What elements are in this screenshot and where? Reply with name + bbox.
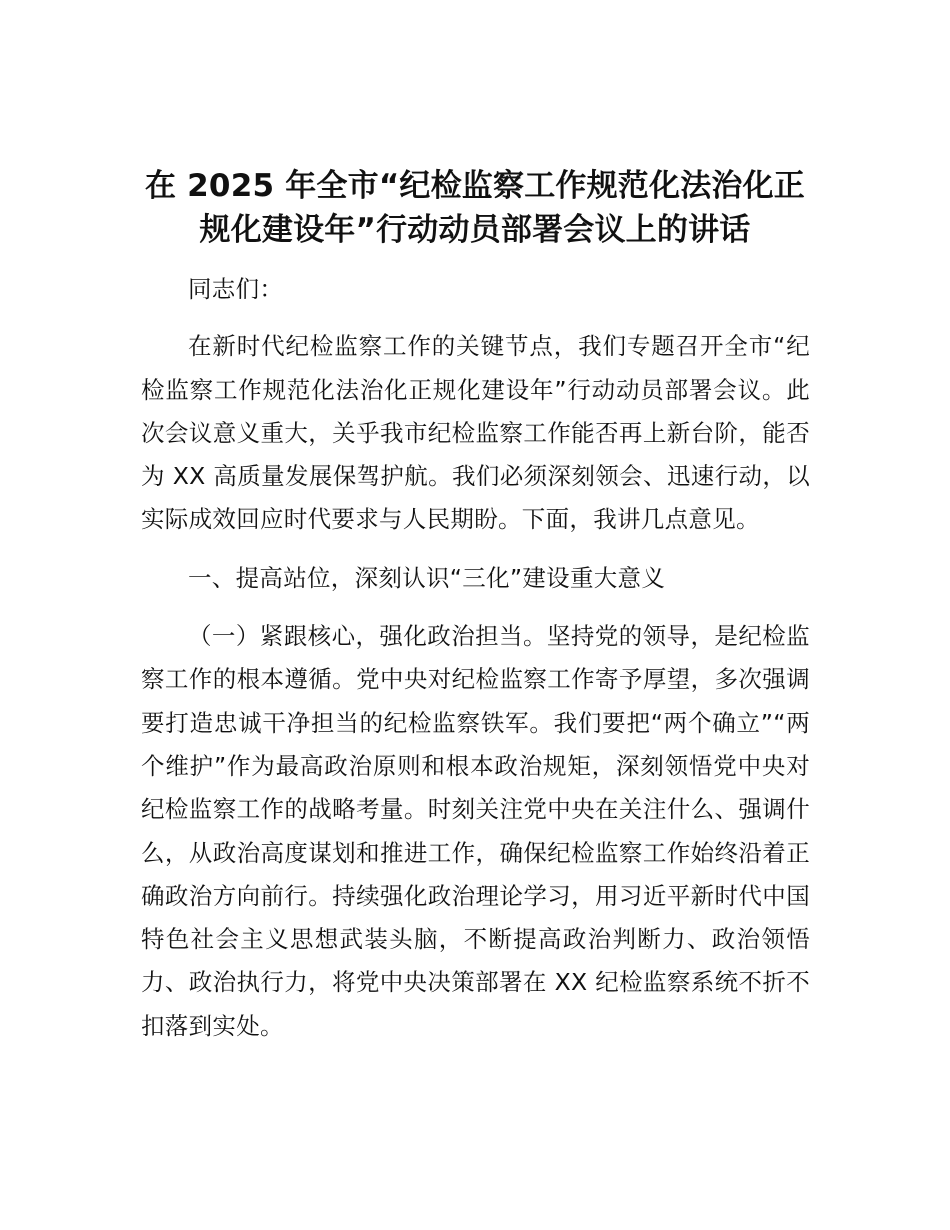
- document-body: [141, 268, 810, 1048]
- intro-paragraph: 在新时代纪检监察工作的关键节点，我们专题召开全市“纪检监察工作规范化法治化正规化建设年”行动动员部署会议。此次会议意义重大，关乎我市纪检监察工作能否再上新台阶，能否为 XX 高质量发展保驾护航。我们必须深刻领会、迅速行动，以实际成效回应时代要求与人民期盼。下面，我讲几点意见。: [141, 332, 810, 534]
- subsection-paragraph: （一）紧跟核心，强化政治担当。坚持党的领导，是纪检监察工作的根本遵循。党中央对纪检监察工作寄予厚望，多次强调要打造忠诚干净担当的纪检监察铁军。我们要把“两个确立”“两个维护”作为最高政治原则和根本政治规矩，深刻领悟党中央对纪检监察工作的战略考量。时刻关注党中央在关注什么、强调什么，从政治高度谋划和推进工作，确保纪检监察工作始终沿着正确政治方向前行。持续强化政治理论学习，用习近平新时代中国特色社会主义思想武装头脑，不断提高政治判断力、政治领悟力、政治执行力，将党中央决策部署在 XX 纪检监察系统不折不扣落到实处。: [141, 622, 810, 1040]
- title-line-1: 在 2025 年全市“纪检监察工作规范化法治化正: [144, 168, 806, 204]
- title-line-2: 规化建设年”行动动员部署会议上的讲话: [199, 212, 751, 248]
- greeting: 同志们：: [188, 275, 284, 303]
- section-heading: 一、提高站位，深刻认识“三化”建设重大意义: [188, 563, 666, 592]
- document-title: [130, 164, 820, 252]
